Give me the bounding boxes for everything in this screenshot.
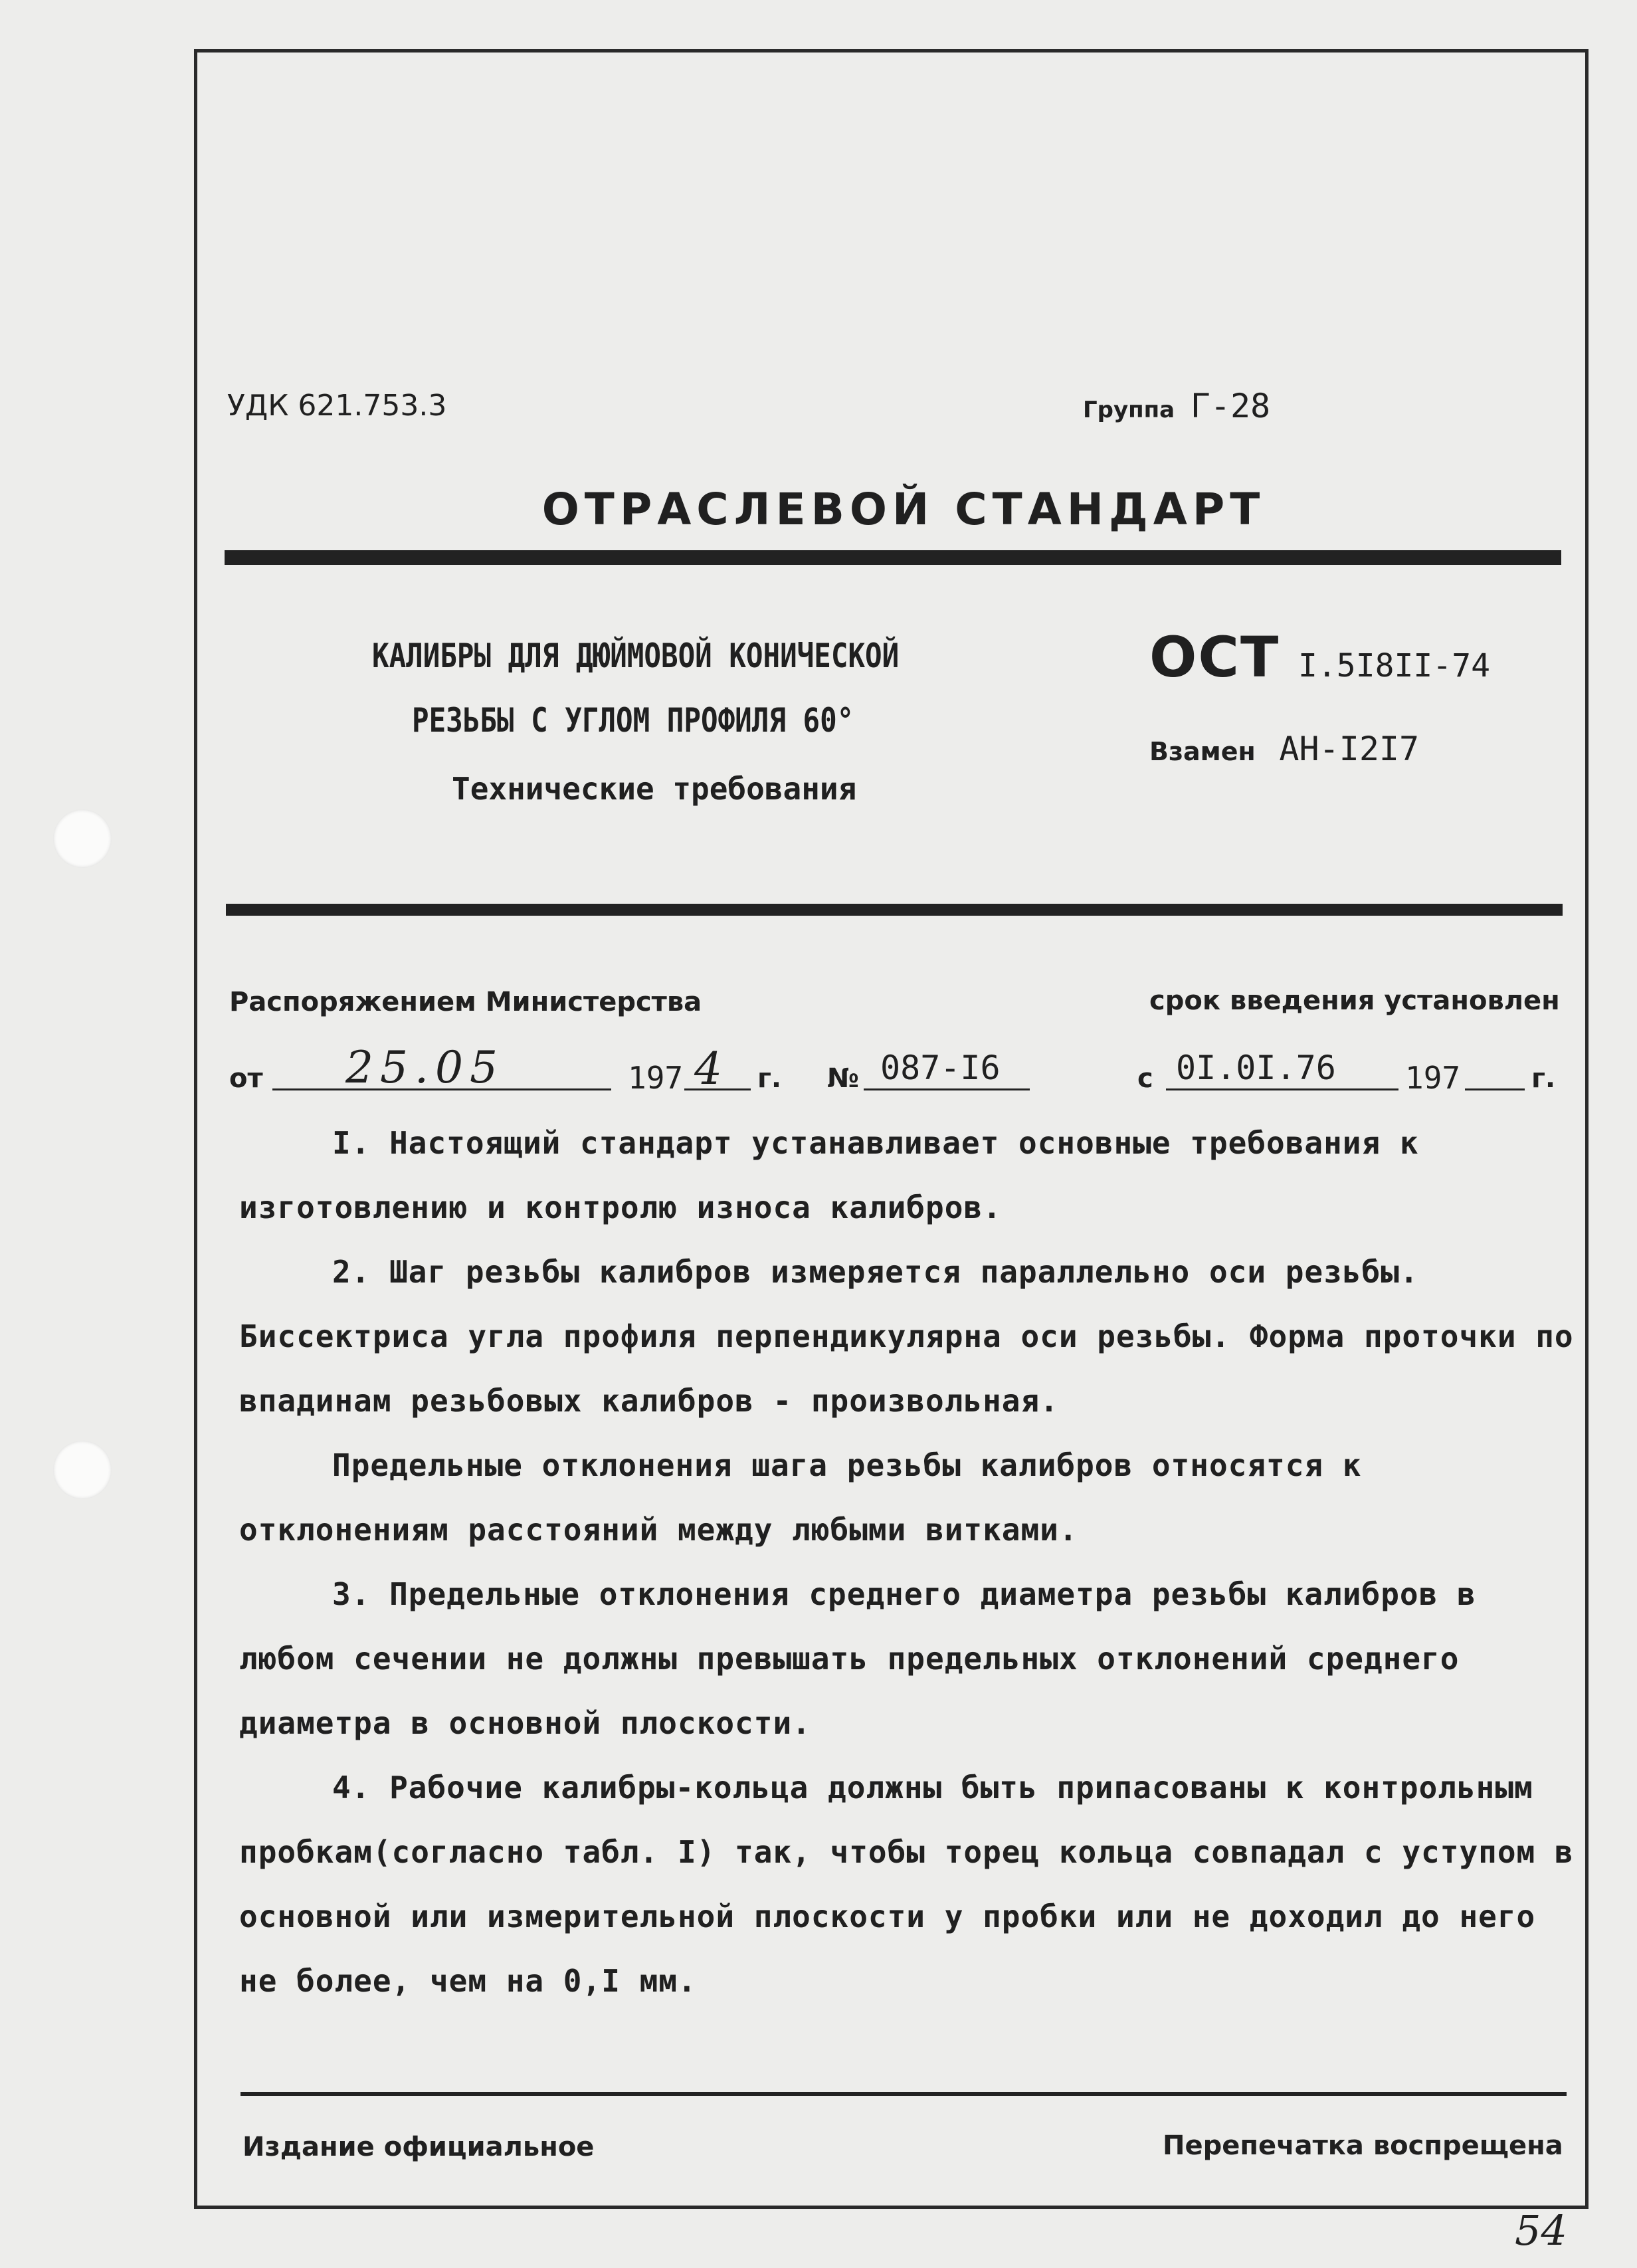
replaces-value: АН-I2I7 [1279,730,1420,768]
heading-rule [225,550,1561,565]
body-text [239,1111,1581,2013]
order-label: Распоряжением Министерства [229,987,702,1017]
intro-date: 0I.0I.76 [1176,1049,1336,1087]
term-label: срок введения установлен [1149,985,1560,1016]
replaces-block [1149,730,1419,768]
ost-prefix: ОСТ [1149,625,1280,690]
order-number-line [864,1088,1030,1090]
punch-hole-upper [53,809,112,868]
ost-number: I.5I8II-74 [1298,647,1490,684]
paragraph-5: 4. Рабочие калибры-кольца должны быть припасованы к контрольным пробкам(согласно табл. I) так, чтобы торец кольца совпадал с уступом в основной или измерительной плоскости у пробки или не доходил до него не более, чем на 0,I мм. [239,1770,1574,1999]
paragraph-1: I. Настоящий стандарт устанавливает основные требования к изготовлению и контролю износа калибров. [239,1125,1419,1225]
group-value: Г-28 [1190,387,1271,425]
title-line-3: Технические требования [452,771,857,807]
title-rule [226,904,1563,916]
punch-hole-lower [53,1441,112,1499]
standard-heading: ОТРАСЛЕВОЙ СТАНДАРТ [541,484,1266,535]
title-line-2: РЕЗЬБЫ С УГЛОМ ПРОФИЛЯ 60° [412,701,854,740]
order-year-suffix: г. [757,1063,782,1094]
since-label: с [1137,1063,1153,1094]
udk-code: УДК 621.753.3 [227,389,447,423]
intro-date-line [1166,1088,1398,1090]
page-number: 54 [1515,2206,1567,2255]
paragraph-2: 2. Шаг резьбы калибров измеряется параллельно оси резьбы. Биссектриса угла профиля перпендикулярна оси резьбы. Форма проточки по впадинам резьбовых калибров - произвольная. [239,1254,1574,1419]
group-label: Группа [1083,397,1175,423]
intro-year-suffix: г. [1531,1063,1556,1094]
group-block [1083,387,1270,425]
ost-block [1149,625,1490,690]
order-year-digit: 4 [694,1043,722,1094]
order-date: 25.05 [345,1042,504,1093]
intro-year-prefix: 197 [1405,1060,1461,1096]
paragraph-4: 3. Предельные отклонения среднего диаметра резьбы калибров в любом сечении не должны превышать предельных отклонений среднего диаметра в основной плоскости. [239,1576,1476,1741]
footer-right: Перепечатка воспрещена [1163,2130,1563,2161]
order-number: 087-I6 [880,1049,1001,1087]
footer-left: Издание официальное [242,2132,595,2162]
paragraph-3: Предельные отклонения шага резьбы калибров относятся к отклонениям расстояний между любыми витками. [239,1447,1362,1548]
order-year-prefix: 197 [628,1060,684,1096]
from-label: от [229,1063,263,1094]
title-line-1: КАЛИБРЫ ДЛЯ ДЮЙМОВОЙ КОНИЧЕСКОЙ [372,637,900,675]
number-label: № [827,1063,860,1094]
replaces-label: Взамен [1149,737,1256,766]
footer-rule [241,2092,1567,2096]
intro-year-line [1465,1088,1525,1090]
